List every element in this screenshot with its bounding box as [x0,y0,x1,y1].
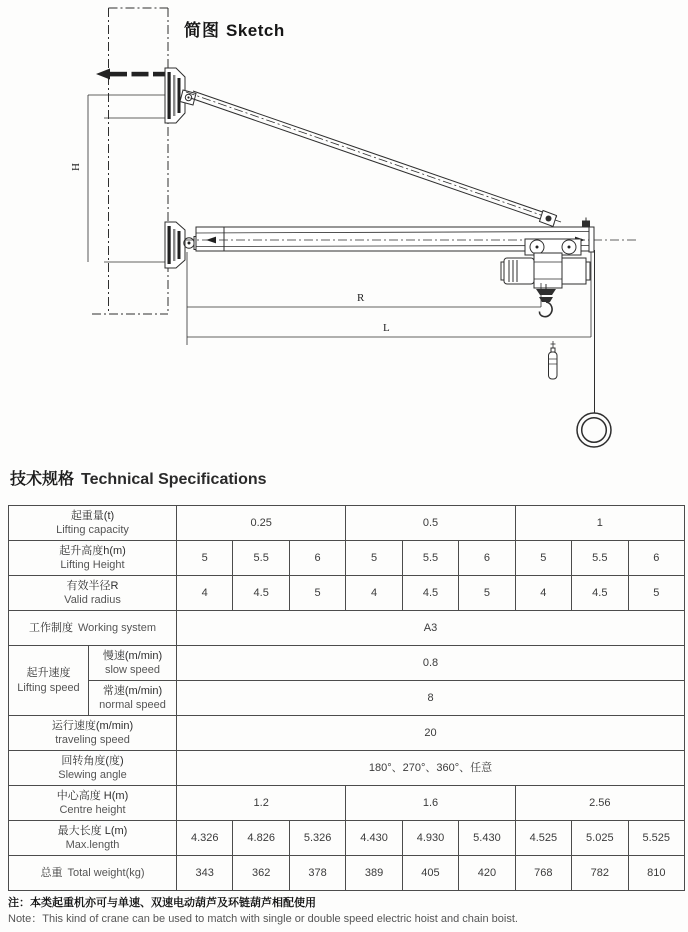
row-centre-height [9,786,685,821]
electric-hoist [501,253,590,288]
normal-speed-value: 8 [177,681,685,716]
label-max-length: 最大长度 L(m) Max.length [9,821,177,856]
label-valid-radius: 有效半径R Valid radius [9,576,177,611]
centre-height-value: 1.2 [177,786,346,821]
height-value: 5 [346,541,402,576]
centre-height-value: 2.56 [515,786,684,821]
label-lifting-height: 起升高度h(m) Lifting Height [9,541,177,576]
total-weight-value: 343 [177,856,233,891]
dimension-label-l: L [383,322,390,334]
radius-value: 4.5 [402,576,458,611]
total-weight-value: 810 [628,856,684,891]
max-length-value: 4.826 [233,821,289,856]
radius-value: 4.5 [233,576,289,611]
slow-speed-value: 0.8 [177,646,685,681]
total-weight-value: 378 [289,856,345,891]
label-normal-speed: 常速(m/min) normal speed [89,681,177,716]
crane-sketch-drawing [0,0,688,460]
radius-value: 4 [346,576,402,611]
height-value: 5.5 [233,541,289,576]
sketch-title [184,16,285,41]
chain-ring [577,413,611,447]
row-lifting-capacity [9,506,685,541]
dimension-h [88,95,171,262]
label-slow-speed: 慢速(m/min) slow speed [89,646,177,681]
row-total-weight [9,856,685,891]
section-title-en: Technical Specifications [81,471,267,488]
row-lifting-height [9,541,685,576]
radius-value: 5 [459,576,515,611]
max-length-value: 5.430 [459,821,515,856]
specifications-table [8,505,685,891]
row-slewing-angle [9,751,685,786]
max-length-value: 5.525 [628,821,684,856]
max-length-value: 5.025 [572,821,628,856]
radius-value: 5 [289,576,345,611]
label-total-weight: 总重 Total weight(kg) [9,856,177,891]
height-value: 5 [177,541,233,576]
max-length-value: 4.930 [402,821,458,856]
upper-wall-bracket [165,68,196,123]
sketch-title-en: Sketch [226,21,285,40]
working-system-value: A3 [177,611,685,646]
max-length-value: 4.525 [515,821,571,856]
max-length-value: 4.430 [346,821,402,856]
tie-rod [186,91,561,227]
total-weight-value: 768 [515,856,571,891]
traveling-speed-value: 20 [177,716,685,751]
total-weight-value: 782 [572,856,628,891]
section-title [10,466,267,489]
label-lifting-speed: 起升速度 Lifting speed [9,646,89,716]
capacity-value: 1 [515,506,684,541]
total-weight-value: 389 [346,856,402,891]
dimension-label-r: R [357,292,365,304]
footnote-en: Note：This kind of crane can be used to match with single or double speed electric hoist and chain boist. [8,912,518,925]
slewing-angle-value: 180°、270°、360°、任意 [177,751,685,786]
row-working-system [9,611,685,646]
max-length-value: 5.326 [289,821,345,856]
label-working-system: 工作制度 Working system [9,611,177,646]
total-weight-value: 362 [233,856,289,891]
row-traveling-speed [9,716,685,751]
total-weight-value: 420 [459,856,515,891]
max-length-value: 4.326 [177,821,233,856]
hook [536,284,556,317]
label-centre-height: 中心高度 H(m) Centre height [9,786,177,821]
height-value: 5.5 [572,541,628,576]
label-traveling-speed: 运行速度(m/min) traveling speed [9,716,177,751]
wall-column [92,8,168,314]
centre-height-value: 1.6 [346,786,515,821]
height-value: 6 [459,541,515,576]
capacity-value: 0.25 [177,506,346,541]
row-max-length [9,821,685,856]
height-value: 5 [515,541,571,576]
pendant-control [549,341,558,379]
dimension-label-h: H [69,163,82,171]
row-valid-radius [9,576,685,611]
label-lifting-capacity: 起重量(t) Lifting capacity [9,506,177,541]
row-normal-speed [9,681,685,716]
total-weight-value: 405 [402,856,458,891]
footnote-zh: 注：本类起重机亦可与单速、双速电动葫芦及环链葫芦相配使用 [8,897,316,909]
radius-value: 5 [628,576,684,611]
radius-value: 4 [177,576,233,611]
footnote [8,896,518,928]
capacity-value: 0.5 [346,506,515,541]
anchor-arrow [96,69,168,80]
section-title-zh: 技术规格 [10,471,75,488]
height-value: 6 [289,541,345,576]
height-value: 6 [628,541,684,576]
sketch-area [0,0,688,460]
radius-value: 4 [515,576,571,611]
row-slow-speed [9,646,685,681]
height-value: 5.5 [402,541,458,576]
sketch-title-zh: 简图 [184,21,220,40]
radius-value: 4.5 [572,576,628,611]
label-slewing-angle: 回转角度(度) Slewing angle [9,751,177,786]
